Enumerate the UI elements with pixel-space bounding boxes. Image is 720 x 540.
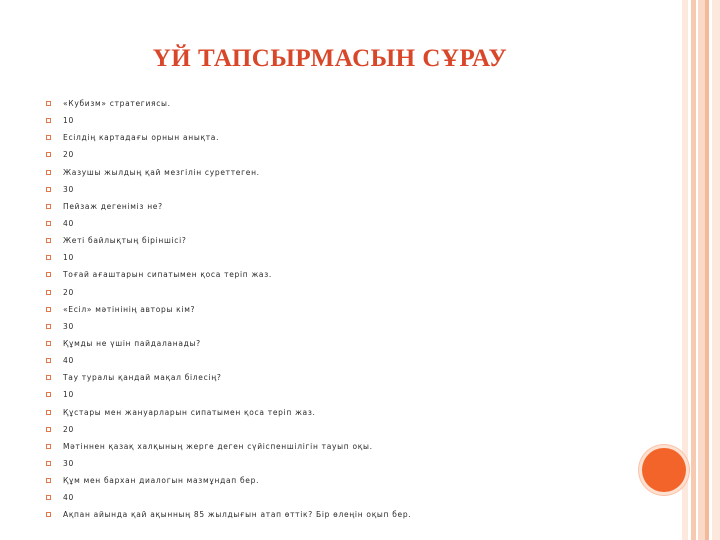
decorative-stripes [682, 0, 720, 540]
list-item [46, 112, 411, 129]
square-bullet-icon [46, 392, 51, 397]
list-item-text: Мәтіннен қазақ халқының жерге деген сүйіспеншілігін тауып оқы. [63, 441, 373, 451]
list-item-text: Ақпан айында қай ақынның 85 жылдығын атап өттік? Бір өлеңін оқып бер. [63, 510, 412, 520]
question-list [46, 95, 411, 524]
square-bullet-icon [46, 152, 51, 157]
list-item-text: Құстары мен жануарларын сипатымен қоса теріп жаз. [63, 407, 316, 417]
list-item [46, 438, 411, 455]
list-item-text: 10 [63, 116, 74, 126]
list-item-text: 20 [63, 287, 74, 297]
list-item [46, 318, 411, 335]
list-item [46, 506, 411, 523]
decorative-circle [642, 448, 686, 492]
list-item [46, 146, 411, 163]
list-item [46, 301, 411, 318]
list-item-text: 40 [63, 219, 74, 229]
square-bullet-icon [46, 358, 51, 363]
list-item-text: «Есіл» мәтінінің авторы кім? [63, 304, 196, 314]
list-item [46, 335, 411, 352]
list-item [46, 386, 411, 403]
square-bullet-icon [46, 187, 51, 192]
square-bullet-icon [46, 324, 51, 329]
list-item [46, 455, 411, 472]
square-bullet-icon [46, 444, 51, 449]
stripe [712, 0, 720, 540]
list-item-text: 20 [63, 150, 74, 160]
square-bullet-icon [46, 204, 51, 209]
square-bullet-icon [46, 478, 51, 483]
list-item-text: Жазушы жылдың қай мезгілін суреттеген. [63, 167, 260, 177]
slide-title: ҮЙ ТАПСЫРМАСЫН СҰРАУ [152, 45, 508, 72]
list-item-text: Құмды не үшін пайдаланады? [63, 339, 201, 349]
square-bullet-icon [46, 221, 51, 226]
square-bullet-icon [46, 512, 51, 517]
stripe [698, 0, 705, 540]
square-bullet-icon [46, 427, 51, 432]
square-bullet-icon [46, 170, 51, 175]
square-bullet-icon [46, 118, 51, 123]
list-item [46, 369, 411, 386]
list-item-text: 30 [63, 184, 74, 194]
list-item [46, 404, 411, 421]
list-item [46, 284, 411, 301]
list-item-text: «Кубизм» стратегиясы. [63, 99, 171, 109]
list-item-text: Құм мен бархан диалогын мазмұндап бер. [63, 476, 260, 486]
square-bullet-icon [46, 290, 51, 295]
list-item [46, 198, 411, 215]
list-item [46, 352, 411, 369]
list-item [46, 164, 411, 181]
list-item [46, 95, 411, 112]
square-bullet-icon [46, 341, 51, 346]
list-item [46, 249, 411, 266]
square-bullet-icon [46, 101, 51, 106]
square-bullet-icon [46, 410, 51, 415]
list-item-text: 40 [63, 493, 74, 503]
list-item-text: Жеті байлықтың біріншісі? [63, 236, 187, 246]
square-bullet-icon [46, 255, 51, 260]
square-bullet-icon [46, 272, 51, 277]
list-item [46, 215, 411, 232]
list-item [46, 181, 411, 198]
list-item-text: 40 [63, 356, 74, 366]
square-bullet-icon [46, 495, 51, 500]
list-item [46, 129, 411, 146]
square-bullet-icon [46, 375, 51, 380]
list-item-text: Тоғай ағаштарын сипатымен қоса теріп жаз. [63, 270, 272, 280]
list-item-text: 10 [63, 253, 74, 263]
list-item-text: Тау туралы қандай мақал білесің? [63, 373, 222, 383]
list-item [46, 489, 411, 506]
square-bullet-icon [46, 135, 51, 140]
square-bullet-icon [46, 307, 51, 312]
list-item-text: 30 [63, 321, 74, 331]
list-item-text: Есілдің картадағы орнын анықта. [63, 133, 220, 143]
list-item-text: 10 [63, 390, 74, 400]
square-bullet-icon [46, 238, 51, 243]
square-bullet-icon [46, 461, 51, 466]
list-item [46, 232, 411, 249]
list-item-text: 20 [63, 424, 74, 434]
list-item [46, 421, 411, 438]
list-item [46, 472, 411, 489]
list-item-text: 30 [63, 459, 74, 469]
list-item [46, 266, 411, 283]
list-item-text: Пейзаж дегеніміз не? [63, 201, 163, 211]
